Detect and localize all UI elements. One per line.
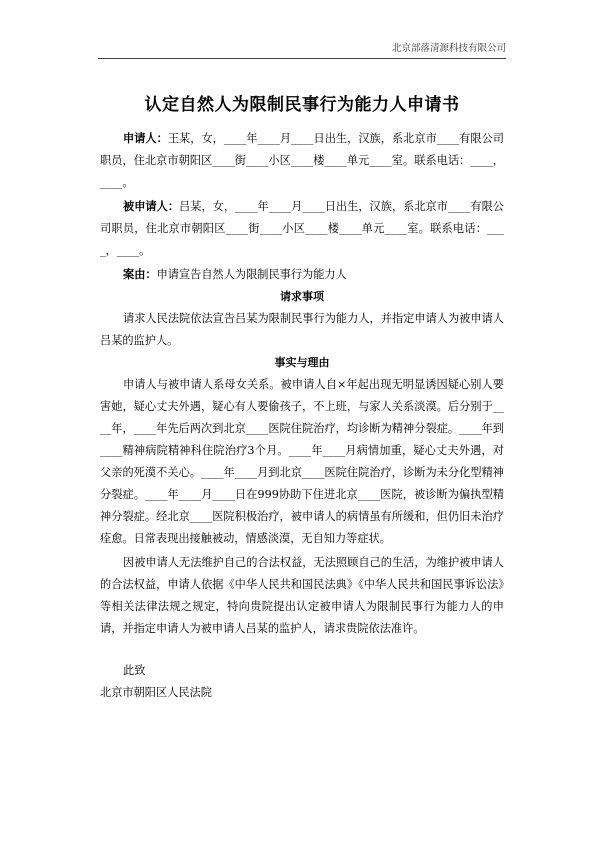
applicant-label: 申请人： xyxy=(123,132,168,145)
court-name: 北京市朝阳区人民法院 xyxy=(100,686,212,699)
applicant-text: 王某，女，____年____月____日出生，汉族，系北京市____有限公司职员，住北京市朝阳区____街____小区____楼____单元____室。联系电话：____，____。 xyxy=(100,132,504,189)
facts-paragraph-2: 因被申请人无法维护自己的合法权益，无法照顾自己的生活，为维护被申请人的合法权益，申请人依据《中华人民共和国民法典》《中华人民共和国民事诉讼法》等相关法律法规之规定，特向贵院提出认定被申请人为限制民事行为能力人的申请，并指定申请人为被申请人吕某的监护人，请求贵院依法准许。 xyxy=(100,556,504,635)
facts-paragraph-1: 申请人与被申请人系母女关系。被申请人自×年起出现无明显诱因疑心别人要害她，疑心丈夫外遇，疑心有人要偷孩子，不上班，与家人关系淡漠。后分别于____年，____年先后两次到北京____医院住院治疗，均诊断为精神分裂症。____年到____精神病院精神科住院治疗3个月。____年____月病情加重，疑心丈夫外遇，对父亲的死漠不关心。____年____月到北京____医院住院治疗，诊断为未分化型精神分裂症。____年____月____日在999协助下住进北京____医院，被诊断为偏执型精神分裂症。经北京____医院积极治疗，被申请人的病情虽有所缓和，但仍旧未治疗痊愈。日常表现出接触被动，情感淡漠，无自知力等症状。 xyxy=(100,378,504,545)
document-body xyxy=(100,128,504,704)
cause-label: 案由： xyxy=(123,268,157,281)
cause-paragraph xyxy=(100,264,504,286)
document-title: 认定自然人为限制民事行为能力人申请书 xyxy=(144,95,460,115)
header-company-name: 北京部落清源科技有限公司 xyxy=(391,43,506,54)
request-paragraph: 请求人民法院依法宣告吕某为限制民事行为能力人，并指定申请人为被申请人吕某的监护人。 xyxy=(100,312,504,347)
header-divider xyxy=(98,58,506,59)
respondent-text: 吕某，女，____年____月____日出生，汉族，系北京市____有限公司职员，住北京市朝阳区____街____小区____楼____单元____室。联系电话：____，____。 xyxy=(100,200,504,257)
closing-salutation: 此致 xyxy=(123,664,146,677)
request-heading: 请求事项 xyxy=(280,290,324,303)
respondent-label: 被申请人： xyxy=(123,200,180,213)
facts-heading: 事实与理由 xyxy=(274,356,330,369)
applicant-paragraph xyxy=(100,128,504,194)
cause-text: 申请宣告自然人为限制民事行为能力人 xyxy=(156,268,347,281)
document-header xyxy=(98,40,506,58)
respondent-paragraph xyxy=(100,196,504,262)
